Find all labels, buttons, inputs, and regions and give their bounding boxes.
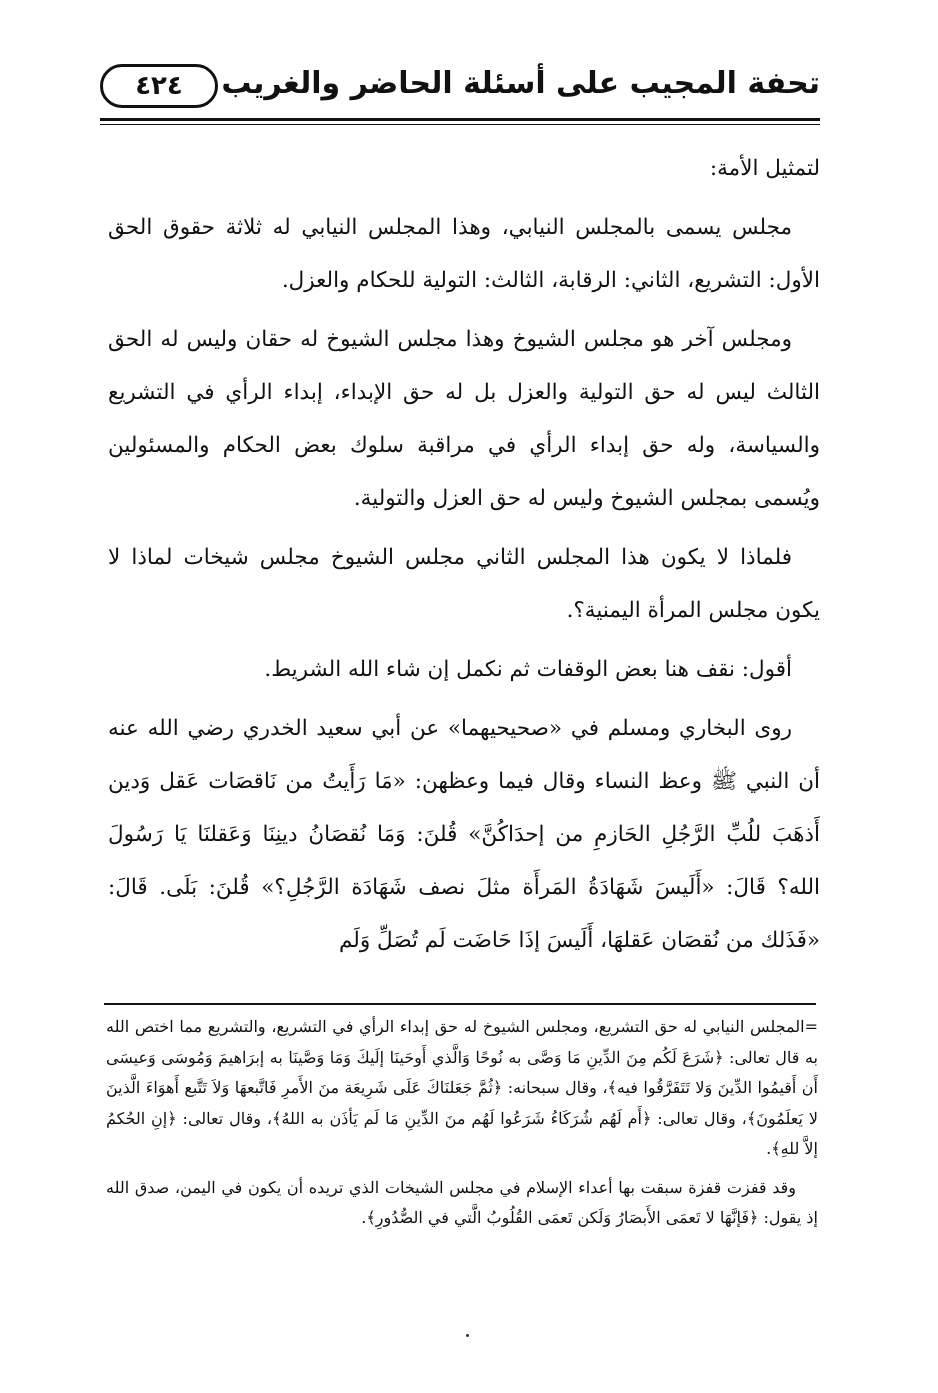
paragraph: لتمثيل الأمة:: [709, 156, 820, 181]
paragraph: أقول: نقف هنا بعض الوقفات ثم نكمل إن شاء الله الشريط.: [264, 657, 792, 682]
paragraph: ومجلس آخر هو مجلس الشيوخ وهذا مجلس الشيوخ له حقان وليس له الحق الثالث ليس له حق التولية والعزل بل له حق الإبداء، إبداء الرأي في التشريع والسياسة، وله حق إبداء الرأي في مراقبة سلوك بعض الحكام والمسئولين ويُسمى بمجلس الشيوخ وليس له حق العزل والتولية.: [108, 327, 820, 511]
paragraph: روى البخاري ومسلم في «صحيحيهما» عن أبي سعيد الخدري رضي الله عنه أن النبي ﷺ وعظ النساء وقال فيما وعظهن: «مَا رَأَيتُ من نَاقصَات عَقل وَدين أَذهَبَ للُبِّ الرَّجُلِ الحَازمِ من إحدَاكُنَّ» قُلنَ: وَمَا نُقصَانُ دينِنَا وَعَقلنَا يَا رَسُولَ الله؟ قَالَ: «أَلَيسَ شَهَادَةُ المَرأَة مثلَ نصف شَهَادَة الرَّجُلِ؟» قُلنَ: بَلَى. قَالَ: «فَذَلك من نُقصَان عَقلهَا، أَلَيسَ إذَا حَاضَت لَم تُصَلِّ وَلَم: [108, 716, 820, 953]
paragraph: فلماذا لا يكون هذا المجلس الثاني مجلس الشيوخ مجلس شيخات لماذا لا يكون مجلس المرأة اليمنية؟.: [108, 545, 820, 623]
running-header: [100, 62, 820, 118]
page-number: ٤٢٤: [100, 64, 218, 108]
footnote: وقد قفزت قفزة سبقت بها أعداء الإسلام في مجلس الشيخات الذي تريده أن يكون في اليمن، صدق الله إذ يقول: ﴿فَإنَّهَا لا تَعمَى الأَبصَارُ وَلَكن تَعمَى القُلُوبُ الَّتي في الصُّدُورِ﴾.: [106, 1177, 818, 1227]
footnote-separator: [104, 1003, 816, 1005]
book-title: تحفة المجيب على أسئلة الحاضر والغريب: [221, 66, 820, 101]
header-rule: [100, 118, 820, 121]
page-mark: [466, 1334, 469, 1337]
paragraph: مجلس يسمى بالمجلس النيابي، وهذا المجلس النيابي له ثلاثة حقوق الحق الأول: التشريع، الثاني: الرقابة، الثالث: التولية للحكام والعزل.: [108, 215, 820, 293]
footnotes: [106, 1012, 818, 1242]
footnote: =المجلس النيابي له حق التشريع، ومجلس الشيوخ له حق إبداء الرأي في التشريع، والتشريع مما اختص الله به قال تعالى: ﴿شَرَعَ لَكُم مِنَ الدِّينِ مَا وَصَّى به نُوحًا وَالَّذي أَوحَينَا إلَيكَ وَمَا وَصَّينَا به إبرَاهيمَ وَمُوسَى وَعيسَى أَن أَقيمُوا الدِّينَ وَلا تَتَفَرَّقُوا فيه﴾، وقال سبحانه: ﴿ثُمَّ جَعَلنَاكَ عَلَى شَرِيعَة منَ الأَمرِ فَاتَّبعهَا وَلاَ تَتَّبع أَهوَاءَ الَّذينَ لا يَعلَمُونَ﴾، وقال تعالى: ﴿أَم لَهُم شُرَكَاءُ شَرَعُوا لَهُم منَ الدِّينِ مَا لَم يَأذَن به اللهُ﴾، وقال تعالى: ﴿إنِ الحُكمُ إلاَّ للهِ﴾.: [106, 1017, 819, 1158]
header-rule-thin: [100, 124, 820, 125]
main-text: [108, 142, 820, 973]
